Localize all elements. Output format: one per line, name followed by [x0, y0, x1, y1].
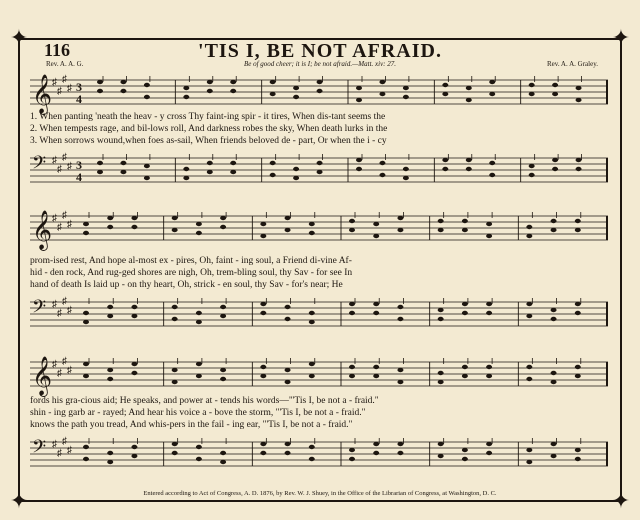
note-head: [144, 176, 150, 180]
treble-staff-3: [30, 356, 610, 398]
note-head: [309, 362, 315, 366]
note-head: [379, 173, 385, 177]
note-head: [309, 231, 315, 235]
time-signature-bottom: 4: [76, 92, 82, 106]
note-head: [172, 451, 178, 455]
note-head: [107, 377, 113, 381]
note-head: [466, 86, 472, 90]
hymn-title: 'TIS I, BE NOT AFRAID.: [198, 40, 442, 62]
note-head: [575, 457, 581, 461]
note-head: [230, 80, 236, 84]
sharp-icon: ♯: [57, 164, 62, 175]
note-head: [120, 170, 126, 174]
note-head: [526, 448, 532, 452]
note-head: [526, 225, 532, 229]
note-head: [486, 311, 492, 315]
note-head: [462, 457, 468, 461]
sharp-icon: ♯: [67, 161, 72, 172]
note-head: [438, 454, 444, 458]
lyric-line: knows the path you tread, And whis-pers in the fail - ing ear, "'Tis I, be not a - fraid.": [30, 420, 353, 430]
note-head: [529, 83, 535, 87]
note-head: [575, 228, 581, 232]
note-head: [552, 167, 558, 171]
note-head: [438, 380, 444, 384]
note-head: [83, 445, 89, 449]
note-head: [349, 219, 355, 223]
note-head: [220, 377, 226, 381]
note-head: [349, 374, 355, 378]
note-head: [97, 170, 103, 174]
note-head: [551, 454, 557, 458]
note-head: [220, 460, 226, 464]
sharp-icon: ♯: [57, 86, 62, 97]
note-head: [107, 368, 113, 372]
note-head: [317, 161, 323, 165]
note-head: [83, 374, 89, 378]
note-head: [349, 228, 355, 232]
bass-staff-1: [30, 152, 610, 194]
note-head: [196, 374, 202, 378]
author-credit: Rev. A. A. G.: [46, 60, 84, 68]
note-head: [486, 302, 492, 306]
note-head: [462, 311, 468, 315]
note-head: [356, 98, 362, 102]
sharp-icon: ♯: [52, 213, 57, 224]
note-head: [552, 158, 558, 162]
note-head: [526, 377, 532, 381]
note-head: [379, 92, 385, 96]
note-head: [486, 222, 492, 226]
note-head: [317, 80, 323, 84]
lyric-line: hand of death Is laid up - on thy heart, Oh, strick - en soul, thy Sav - for's near; He: [30, 280, 343, 290]
note-head: [220, 225, 226, 229]
sharp-icon: ♯: [67, 219, 72, 230]
note-head: [107, 451, 113, 455]
note-head: [576, 158, 582, 162]
lyric-line: 1. When panting 'neath the heav - y cross Thy faint-ing spir - it tires, When dis-tant seems the: [30, 112, 386, 122]
note-head: [196, 457, 202, 461]
note-head: [551, 380, 557, 384]
note-head: [131, 371, 137, 375]
note-head: [349, 302, 355, 306]
note-head: [131, 305, 137, 309]
note-head: [260, 451, 266, 455]
note-head: [107, 305, 113, 309]
sharp-icon: ♯: [57, 448, 62, 459]
note-head: [172, 228, 178, 232]
note-head: [220, 451, 226, 455]
sharp-icon: ♯: [62, 356, 67, 367]
note-head: [207, 89, 213, 93]
note-head: [489, 173, 495, 177]
note-head: [529, 173, 535, 177]
note-head: [356, 167, 362, 171]
note-head: [220, 305, 226, 309]
sharp-icon: ♯: [62, 436, 67, 447]
sharp-icon: ♯: [67, 305, 72, 316]
sharp-icon: ♯: [57, 368, 62, 379]
note-head: [552, 92, 558, 96]
note-head: [83, 231, 89, 235]
note-head: [442, 92, 448, 96]
note-head: [575, 302, 581, 306]
note-head: [183, 95, 189, 99]
corner-ornament-icon: ✦: [611, 25, 631, 50]
note-head: [373, 451, 379, 455]
note-head: [230, 170, 236, 174]
note-head: [131, 362, 137, 366]
lyric-line: hid - den rock, And rug-ged shores are nigh, Oh, trem-bling soul, thy Sav - for see In: [30, 268, 353, 278]
note-head: [196, 222, 202, 226]
note-head: [285, 317, 291, 321]
note-head: [397, 216, 403, 220]
note-head: [576, 98, 582, 102]
note-head: [183, 86, 189, 90]
note-head: [575, 448, 581, 452]
note-head: [576, 86, 582, 90]
sharp-icon: ♯: [67, 83, 72, 94]
bass-clef-icon: 𝄢: [32, 296, 47, 321]
bass-staff-3: [30, 436, 610, 478]
note-head: [403, 95, 409, 99]
note-head: [293, 167, 299, 171]
copyright-footer: Entered according to Act of Congress, A. D. 1876, by Rev. W. J. Shuey, in the Office of the Librarian of Congress, at Washington, D. C.: [143, 490, 497, 497]
sharp-icon: ♯: [52, 155, 57, 166]
note-head: [551, 317, 557, 321]
note-head: [551, 442, 557, 446]
note-head: [220, 368, 226, 372]
note-head: [526, 302, 532, 306]
note-head: [397, 228, 403, 232]
sharp-icon: ♯: [62, 152, 67, 163]
treble-staff-1: [30, 74, 610, 116]
note-head: [489, 80, 495, 84]
note-head: [486, 442, 492, 446]
note-head: [403, 176, 409, 180]
note-head: [309, 320, 315, 324]
note-head: [575, 365, 581, 369]
note-head: [270, 92, 276, 96]
note-head: [172, 380, 178, 384]
sharp-icon: ♯: [62, 210, 67, 221]
note-head: [526, 460, 532, 464]
note-head: [438, 442, 444, 446]
note-head: [373, 442, 379, 446]
note-head: [486, 374, 492, 378]
note-head: [575, 311, 581, 315]
note-head: [397, 317, 403, 321]
note-head: [183, 167, 189, 171]
page-number: 116: [44, 40, 71, 60]
note-head: [373, 374, 379, 378]
note-head: [349, 311, 355, 315]
note-head: [270, 80, 276, 84]
note-head: [270, 161, 276, 165]
note-head: [172, 368, 178, 372]
note-head: [285, 305, 291, 309]
note-head: [97, 80, 103, 84]
note-head: [207, 170, 213, 174]
lyric-line: fords his gra-cious aid; He speaks, and power at - tends his words—"'Tis I, be not a - fraid.": [30, 396, 379, 406]
note-head: [438, 219, 444, 223]
note-head: [403, 86, 409, 90]
note-head: [144, 95, 150, 99]
bass-staff-2: [30, 296, 610, 338]
note-head: [293, 176, 299, 180]
note-head: [438, 308, 444, 312]
note-head: [309, 311, 315, 315]
note-head: [196, 311, 202, 315]
note-head: [120, 89, 126, 93]
note-head: [97, 161, 103, 165]
note-head: [526, 234, 532, 238]
note-head: [462, 374, 468, 378]
note-head: [172, 305, 178, 309]
time-signature-top: 3: [76, 80, 82, 94]
note-head: [131, 314, 137, 318]
note-head: [260, 302, 266, 306]
note-head: [373, 234, 379, 238]
note-head: [260, 222, 266, 226]
note-head: [83, 222, 89, 226]
note-head: [196, 231, 202, 235]
note-head: [551, 228, 557, 232]
note-head: [349, 448, 355, 452]
note-head: [183, 176, 189, 180]
note-head: [131, 454, 137, 458]
note-head: [373, 311, 379, 315]
note-head: [373, 302, 379, 306]
sharp-icon: ♯: [52, 359, 57, 370]
note-head: [285, 368, 291, 372]
note-head: [356, 158, 362, 162]
note-head: [317, 89, 323, 93]
note-head: [526, 365, 532, 369]
note-head: [309, 222, 315, 226]
note-head: [144, 164, 150, 168]
note-head: [442, 158, 448, 162]
note-head: [489, 92, 495, 96]
note-head: [551, 219, 557, 223]
note-head: [285, 442, 291, 446]
note-head: [551, 308, 557, 312]
note-head: [107, 216, 113, 220]
note-head: [293, 95, 299, 99]
note-head: [486, 234, 492, 238]
note-head: [575, 219, 581, 223]
note-head: [220, 216, 226, 220]
note-head: [107, 460, 113, 464]
note-head: [438, 371, 444, 375]
sharp-icon: ♯: [52, 299, 57, 310]
note-head: [486, 451, 492, 455]
note-head: [349, 365, 355, 369]
note-head: [172, 442, 178, 446]
treble-clef-icon: 𝄞: [32, 212, 53, 250]
note-head: [293, 86, 299, 90]
corner-ornament-icon: ✦: [9, 488, 29, 513]
note-head: [397, 380, 403, 384]
note-head: [397, 368, 403, 372]
note-head: [107, 314, 113, 318]
note-head: [107, 225, 113, 229]
note-head: [397, 451, 403, 455]
note-head: [131, 225, 137, 229]
note-head: [438, 228, 444, 232]
note-head: [309, 457, 315, 461]
note-head: [379, 161, 385, 165]
sharp-icon: ♯: [67, 365, 72, 376]
note-head: [462, 219, 468, 223]
scripture-epigraph: Be of good cheer; it is I; be not afraid.—Matt. xiv: 27.: [243, 60, 397, 68]
note-head: [97, 89, 103, 93]
note-head: [552, 83, 558, 87]
sharp-icon: ♯: [67, 445, 72, 456]
note-head: [285, 216, 291, 220]
lyric-line: prom-ised rest, And hope al-most ex - pires, Oh, faint - ing soul, a Friend di-vine Af-: [30, 256, 352, 266]
note-head: [220, 314, 226, 318]
note-head: [196, 320, 202, 324]
lyric-line: 3. When sorrows wound,when foes as-sail, When friends beloved de - part, Or when the i - cy: [30, 136, 387, 146]
note-head: [131, 216, 137, 220]
note-head: [489, 161, 495, 165]
note-head: [442, 167, 448, 171]
sharp-icon: ♯: [57, 308, 62, 319]
note-head: [285, 228, 291, 232]
note-head: [462, 448, 468, 452]
sharp-icon: ♯: [62, 296, 67, 307]
note-head: [230, 89, 236, 93]
corner-ornament-icon: ✦: [611, 488, 631, 513]
bass-clef-icon: 𝄢: [32, 436, 47, 461]
note-head: [260, 365, 266, 369]
note-head: [309, 445, 315, 449]
note-head: [260, 374, 266, 378]
note-head: [462, 302, 468, 306]
note-head: [442, 83, 448, 87]
note-head: [373, 365, 379, 369]
note-head: [196, 362, 202, 366]
note-head: [172, 216, 178, 220]
note-head: [379, 80, 385, 84]
note-head: [438, 317, 444, 321]
treble-staff-2: [30, 210, 610, 252]
lyric-line: 2. When tempests rage, and bil-lows roll, And darkness robes the sky, When death lurks in the: [30, 124, 388, 134]
note-head: [551, 371, 557, 375]
note-head: [466, 98, 472, 102]
sharp-icon: ♯: [62, 74, 67, 85]
note-head: [230, 161, 236, 165]
note-head: [260, 311, 266, 315]
note-head: [172, 317, 178, 321]
note-head: [403, 167, 409, 171]
lyric-line: shin - ing garb ar - rayed; And hear his voice a - bove the storm, "'Tis I, be not a - fraid.": [30, 408, 366, 418]
note-head: [575, 374, 581, 378]
time-signature-top: 3: [76, 158, 82, 172]
note-head: [462, 228, 468, 232]
note-head: [83, 362, 89, 366]
note-head: [83, 320, 89, 324]
bass-clef-icon: 𝄢: [32, 152, 47, 177]
time-signature-bottom: 4: [76, 170, 82, 184]
note-head: [356, 86, 362, 90]
note-head: [576, 167, 582, 171]
treble-clef-icon: 𝄞: [32, 76, 53, 114]
corner-ornament-icon: ✦: [9, 25, 29, 50]
note-head: [270, 173, 276, 177]
note-head: [317, 170, 323, 174]
note-head: [260, 442, 266, 446]
sharp-icon: ♯: [52, 439, 57, 450]
note-head: [285, 380, 291, 384]
note-head: [397, 442, 403, 446]
note-head: [144, 83, 150, 87]
note-head: [529, 164, 535, 168]
treble-clef-icon: 𝄞: [32, 358, 53, 396]
note-head: [309, 374, 315, 378]
composer-credit: Rev. A. A. Graley.: [547, 60, 598, 68]
note-head: [196, 445, 202, 449]
note-head: [397, 305, 403, 309]
note-head: [83, 311, 89, 315]
note-head: [120, 80, 126, 84]
note-head: [373, 222, 379, 226]
note-head: [466, 158, 472, 162]
note-head: [462, 365, 468, 369]
note-head: [285, 451, 291, 455]
note-head: [466, 167, 472, 171]
note-head: [207, 161, 213, 165]
note-head: [529, 92, 535, 96]
note-head: [120, 161, 126, 165]
sharp-icon: ♯: [57, 222, 62, 233]
note-head: [526, 314, 532, 318]
note-head: [83, 457, 89, 461]
note-head: [486, 365, 492, 369]
note-head: [131, 445, 137, 449]
note-head: [349, 457, 355, 461]
note-head: [260, 234, 266, 238]
note-head: [207, 80, 213, 84]
sharp-icon: ♯: [52, 77, 57, 88]
